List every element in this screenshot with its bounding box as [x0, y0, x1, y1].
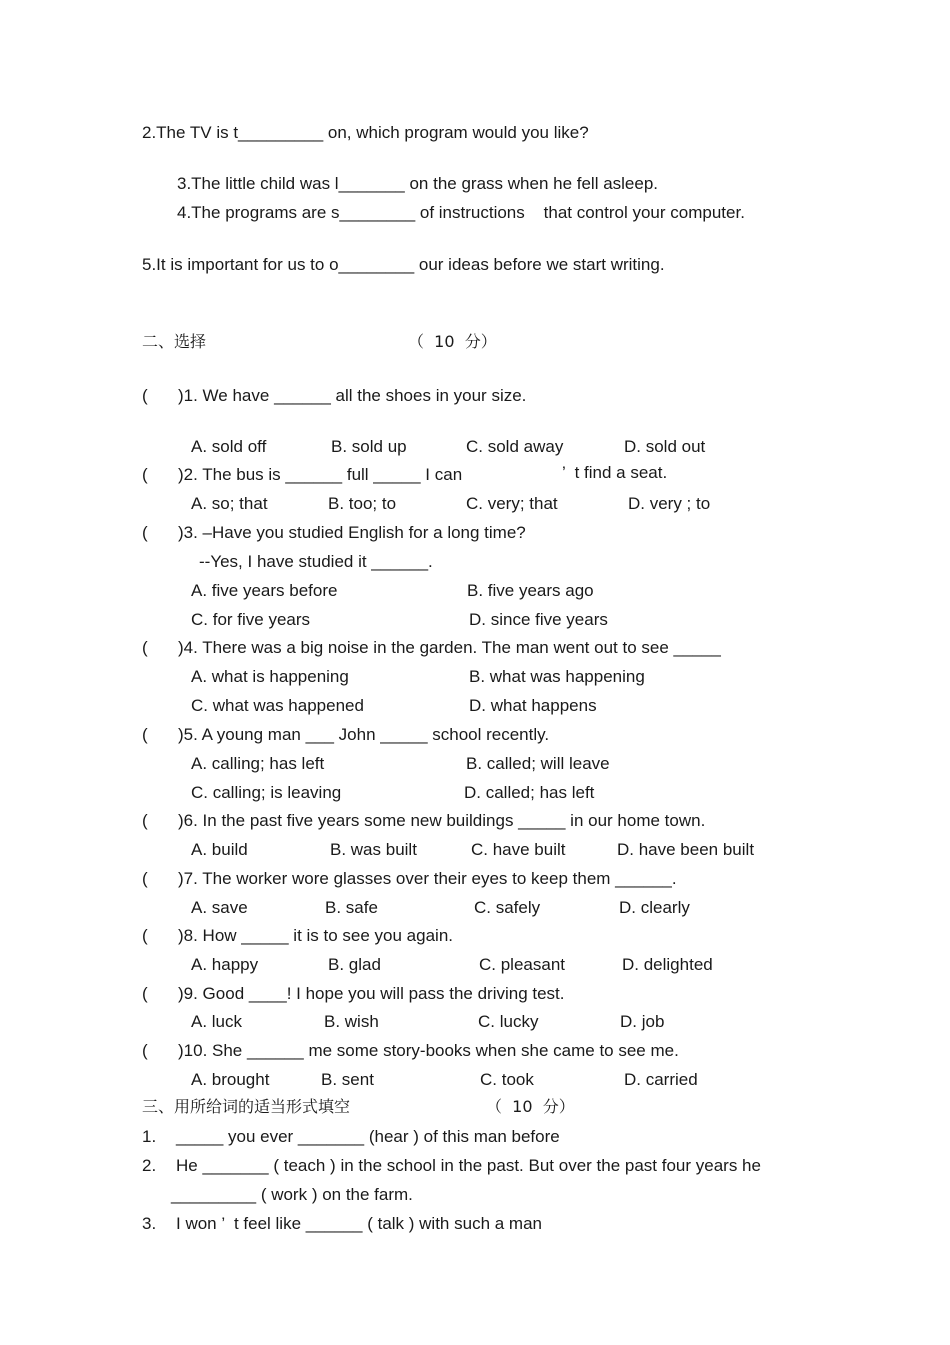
- question-5-option-c: C. calling; is leaving: [191, 783, 342, 802]
- question-10-option-d: D. carried: [624, 1070, 698, 1089]
- question-10-option-b: B. sent: [321, 1070, 374, 1089]
- question-3-option-a: A. five years before: [191, 581, 338, 600]
- question-8-option-b: B. glad: [328, 955, 381, 974]
- question-7-option-c: C. safely: [474, 898, 541, 917]
- fill-in-item-2: 2.The TV is t_________ on, which program would you like?: [142, 123, 589, 142]
- question-9-paren: (: [142, 984, 148, 1003]
- question-9-option-d: D. job: [620, 1012, 665, 1031]
- section-3-score: （ 10 分）: [486, 1097, 575, 1116]
- question-6-option-b: B. was built: [330, 840, 417, 859]
- question-2-stem: )2. The bus is ______ full _____ I can: [178, 465, 463, 484]
- section-2-title: 二、选择: [142, 332, 207, 351]
- question-5-paren: (: [142, 725, 148, 744]
- question-5-stem: )5. A young man ___ John _____ school recently.: [178, 725, 550, 744]
- question-8-option-c: C. pleasant: [479, 955, 565, 974]
- question-8-paren: (: [142, 926, 148, 945]
- blank-item-1-number: 1.: [142, 1127, 157, 1146]
- question-5-option-b: B. called; will leave: [466, 754, 610, 773]
- question-8-option-d: D. delighted: [622, 955, 713, 974]
- question-2-option-d: D. very ; to: [628, 494, 711, 513]
- question-7-option-a: A. save: [191, 898, 248, 917]
- blank-item-2-text-cont: _________ ( work ) on the farm.: [171, 1185, 413, 1204]
- question-2-option-a: A. so; that: [191, 494, 268, 513]
- blank-item-3-number: 3.: [142, 1214, 157, 1233]
- question-3-stem: )3. –Have you studied English for a long time?: [178, 523, 526, 542]
- question-1-option-b: B. sold up: [331, 437, 407, 456]
- question-5-option-d: D. called; has left: [464, 783, 595, 802]
- question-10-option-a: A. brought: [191, 1070, 270, 1089]
- question-6-option-c: C. have built: [471, 840, 566, 859]
- question-4-option-a: A. what is happening: [191, 667, 349, 686]
- question-6-stem: )6. In the past five years some new buildings _____ in our home town.: [178, 811, 706, 830]
- question-3-paren: (: [142, 523, 148, 542]
- question-9-stem: )9. Good ____! I hope you will pass the driving test.: [178, 984, 565, 1003]
- question-2-paren: (: [142, 465, 148, 484]
- question-2-option-b: B. too; to: [328, 494, 397, 513]
- question-4-stem: )4. There was a big noise in the garden. The man went out to see _____: [178, 638, 721, 657]
- question-5-option-a: A. calling; has left: [191, 754, 325, 773]
- question-3-option-d: D. since five years: [469, 610, 608, 629]
- question-1-option-c: C. sold away: [466, 437, 564, 456]
- question-8-option-a: A. happy: [191, 955, 259, 974]
- question-10-option-c: C. took: [480, 1070, 534, 1089]
- question-7-option-b: B. safe: [325, 898, 378, 917]
- question-4-paren: (: [142, 638, 148, 657]
- question-7-stem: )7. The worker wore glasses over their eyes to keep them ______.: [178, 869, 677, 888]
- question-1-paren: (: [142, 386, 148, 405]
- question-1-option-a: A. sold off: [191, 437, 267, 456]
- question-4-option-b: B. what was happening: [469, 667, 645, 686]
- fill-in-item-4: 4.The programs are s________ of instructions that control your computer.: [177, 203, 745, 222]
- question-6-option-a: A. build: [191, 840, 248, 859]
- fill-in-item-3: 3.The little child was l_______ on the grass when he fell asleep.: [177, 174, 659, 193]
- question-7-option-d: D. clearly: [619, 898, 690, 917]
- question-9-option-c: C. lucky: [478, 1012, 539, 1031]
- section-3-title: 三、用所给词的适当形式填空: [142, 1097, 351, 1116]
- question-10-paren: (: [142, 1041, 148, 1060]
- question-3-stem-reply: --Yes, I have studied it ______.: [199, 552, 433, 571]
- question-6-paren: (: [142, 811, 148, 830]
- question-3-option-c: C. for five years: [191, 610, 311, 629]
- question-9-option-b: B. wish: [324, 1012, 379, 1031]
- section-2-score: （ 10 分）: [408, 332, 497, 351]
- question-6-option-d: D. have been built: [617, 840, 755, 859]
- fill-in-item-5: 5.It is important for us to o________ our ideas before we start writing.: [142, 255, 665, 274]
- question-2-stem-tail: ’ t find a seat.: [562, 463, 668, 482]
- question-7-paren: (: [142, 869, 148, 888]
- question-9-option-a: A. luck: [191, 1012, 243, 1031]
- question-2-option-c: C. very; that: [466, 494, 558, 513]
- question-4-option-d: D. what happens: [469, 696, 597, 715]
- blank-item-1-text: _____ you ever _______ (hear ) of this man before: [176, 1127, 560, 1146]
- question-1-stem: )1. We have ______ all the shoes in your size.: [178, 386, 527, 405]
- question-10-stem: )10. She ______ me some story-books when she came to see me.: [178, 1041, 679, 1060]
- blank-item-3-text: I won ’ t feel like ______ ( talk ) with such a man: [176, 1214, 542, 1233]
- question-1-option-d: D. sold out: [624, 437, 706, 456]
- blank-item-2-number: 2.: [142, 1156, 157, 1175]
- question-4-option-c: C. what was happened: [191, 696, 364, 715]
- question-8-stem: )8. How _____ it is to see you again.: [178, 926, 453, 945]
- question-3-option-b: B. five years ago: [467, 581, 594, 600]
- blank-item-2-text: He _______ ( teach ) in the school in the past. But over the past four years he: [176, 1156, 761, 1175]
